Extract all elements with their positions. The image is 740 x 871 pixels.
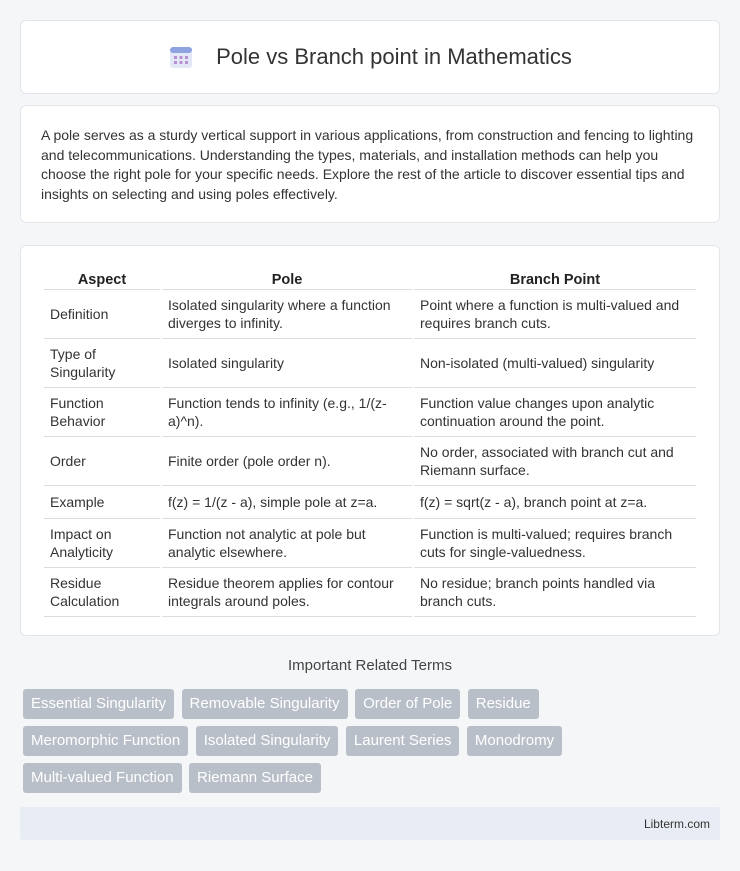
comparison-card bbox=[20, 245, 720, 636]
cell-pole: f(z) = 1/(z - a), simple pole at z=a. bbox=[162, 486, 412, 519]
cell-aspect: Function Behavior bbox=[44, 388, 160, 437]
cell-aspect: Order bbox=[44, 437, 160, 486]
header-pole: Pole bbox=[162, 266, 412, 290]
cell-branch-point: Function is multi-valued; requires branch cuts for single-valuedness. bbox=[414, 519, 696, 568]
term-tag[interactable]: Removable Singularity bbox=[182, 689, 348, 719]
term-tag[interactable]: Isolated Singularity bbox=[196, 726, 339, 756]
cell-pole: Function tends to infinity (e.g., 1/(z-a)^n). bbox=[162, 388, 412, 437]
title-card bbox=[20, 20, 720, 94]
cell-branch-point: No residue; branch points handled via branch cuts. bbox=[414, 568, 696, 617]
intro-card bbox=[20, 105, 720, 223]
calendar-icon bbox=[168, 44, 194, 70]
footer bbox=[20, 807, 720, 840]
table-row bbox=[44, 519, 696, 568]
term-tag[interactable]: Monodromy bbox=[467, 726, 562, 756]
cell-pole: Residue theorem applies for contour integrals around poles. bbox=[162, 568, 412, 617]
term-tag[interactable]: Residue bbox=[468, 689, 539, 719]
term-tag[interactable]: Essential Singularity bbox=[23, 689, 174, 719]
table-row bbox=[44, 388, 696, 437]
cell-branch-point: Non-isolated (multi-valued) singularity bbox=[414, 339, 696, 388]
header-branch-point: Branch Point bbox=[414, 266, 696, 290]
cell-pole: Finite order (pole order n). bbox=[162, 437, 412, 486]
term-tag[interactable]: Meromorphic Function bbox=[23, 726, 188, 756]
cell-aspect: Example bbox=[44, 486, 160, 519]
related-terms-title: Important Related Terms bbox=[288, 657, 452, 674]
table-row bbox=[44, 437, 696, 486]
cell-aspect: Impact on Analyticity bbox=[44, 519, 160, 568]
cell-branch-point: No order, associated with branch cut and Riemann surface. bbox=[414, 437, 696, 486]
intro-text: A pole serves as a sturdy vertical support in various applications, from construction and fencing to lighting and telecommunications. Understanding the types, materials, and installation methods can help you choose the right pole for your specific needs. Explore the rest of the article to discover essential tips and insights on selecting and using poles effectively. bbox=[41, 127, 694, 202]
table-row bbox=[44, 486, 696, 519]
related-terms-list bbox=[23, 689, 723, 800]
cell-pole: Isolated singularity bbox=[162, 339, 412, 388]
comparison-table bbox=[42, 266, 698, 617]
term-tag[interactable]: Riemann Surface bbox=[189, 763, 321, 793]
cell-branch-point: f(z) = sqrt(z - a), branch point at z=a. bbox=[414, 486, 696, 519]
cell-aspect: Type of Singularity bbox=[44, 339, 160, 388]
cell-pole: Isolated singularity where a function diverges to infinity. bbox=[162, 290, 412, 339]
table-row bbox=[44, 568, 696, 617]
term-tag[interactable]: Order of Pole bbox=[355, 689, 460, 719]
cell-pole: Function not analytic at pole but analytic elsewhere. bbox=[162, 519, 412, 568]
cell-aspect: Residue Calculation bbox=[44, 568, 160, 617]
table-row bbox=[44, 290, 696, 339]
header-aspect: Aspect bbox=[44, 266, 160, 290]
term-tag[interactable]: Laurent Series bbox=[346, 726, 460, 756]
table-row bbox=[44, 339, 696, 388]
cell-aspect: Definition bbox=[44, 290, 160, 339]
term-tag[interactable]: Multi-valued Function bbox=[23, 763, 182, 793]
footer-site-link[interactable]: Libterm.com bbox=[643, 817, 710, 831]
page-title: Pole vs Branch point in Mathematics bbox=[216, 44, 572, 69]
cell-branch-point: Function value changes upon analytic continuation around the point. bbox=[414, 388, 696, 437]
cell-branch-point: Point where a function is multi-valued and requires branch cuts. bbox=[414, 290, 696, 339]
